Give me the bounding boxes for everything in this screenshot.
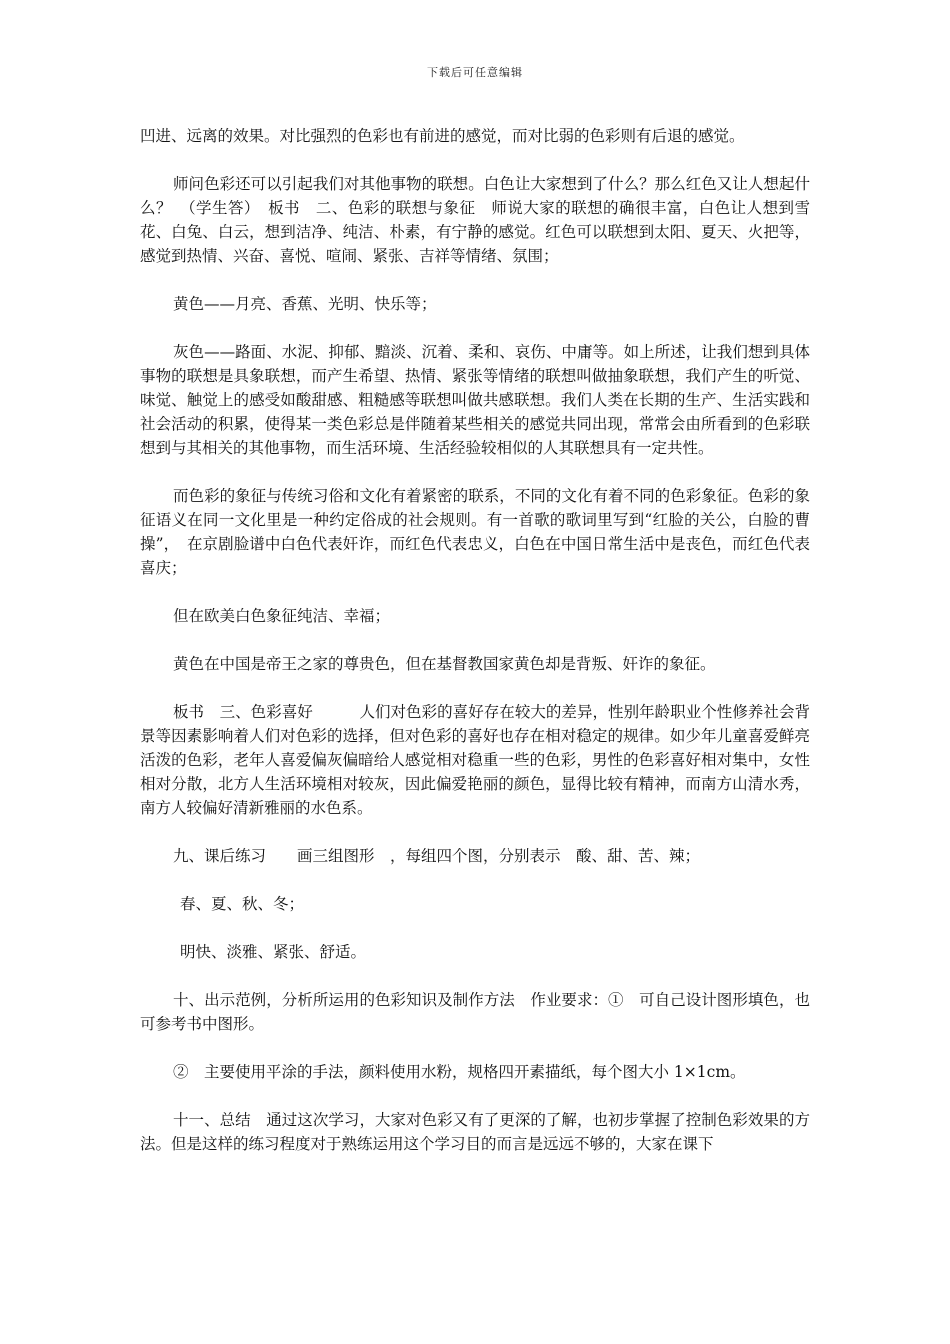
paragraph: 灰色——路面、水泥、抑郁、黯淡、沉着、柔和、哀伤、中庸等。如上所述，让我们想到具体事物的联想是具象联想，而产生希望、热情、紧张等情绪的联想叫做抽象联想，我们产生的听觉、味觉、触觉上的感受如酸甜感、粗糙感等联想叫做共感联想。我们人类在长期的生产、生活实践和社会活动的积累，使得某一类色彩总是伴随着某些相关的感觉共同出现，常常会由所看到的色彩联想到与其相关的其他事物，而生活环境、生活经验较相似的人其联想具有一定共性。: [140, 343, 810, 457]
document-body: [140, 124, 810, 1180]
paragraph: 师问色彩还可以引起我们对其他事物的联想。白色让大家想到了什么？那么红色又让人想起什么？ （学生答） 板书 二、色彩的联想与象征 师说大家的联想的确很丰富，白色让人想到雪花、白兔、白云，想到洁净、纯洁、朴素，有宁静的感觉。红色可以联想到太阳、夏天、火把等，感觉到热情、兴奋、喜悦、喧闹、紧张、吉祥等情绪、氛围；: [140, 175, 810, 265]
paragraph: 凹进、远离的效果。对比强烈的色彩也有前进的感觉，而对比弱的色彩则有后退的感觉。: [140, 127, 745, 145]
paragraph: 而色彩的象征与传统习俗和文化有着紧密的联系，不同的文化有着不同的色彩象征。色彩的象征语义在同一文化里是一种约定俗成的社会规则。有一首歌的歌词里写到“红脸的关公，白脸的曹操”， 在京剧脸谱中白色代表奸诈，而红色代表忠义，白色在中国日常生活中是丧色，而红色代表喜庆；: [140, 487, 810, 577]
paragraph: 黄色在中国是帝王之家的尊贵色，但在基督教国家黄色却是背叛、奸诈的象征。: [173, 655, 716, 673]
paragraph: 九、课后练习 画三组图形 ，每组四个图，分别表示 酸、甜、苦、辣；: [173, 847, 701, 865]
page-header: 下载后可任意编辑: [427, 66, 523, 79]
paragraph: 明快、淡雅、紧张、舒适。: [180, 943, 367, 961]
paragraph: 但在欧美白色象征纯洁、幸福；: [173, 607, 391, 625]
paragraph: 板书 三、色彩喜好 人们对色彩的喜好存在较大的差异，性别年龄职业个性修养社会背景等因素影响着人们对色彩的选择，但对色彩的喜好也存在相对稳定的规律。如少年儿童喜爱鲜亮活泼的色彩，老年人喜爱偏灰偏暗给人感觉相对稳重一些的色彩，男性的色彩喜好相对集中，女性相对分散，北方人生活环境相对较灰，因此偏爱艳丽的颜色，显得比较有精神，而南方山清水秀，南方人较偏好清新雅丽的水色系。: [140, 703, 810, 817]
paragraph: 十一、总结 通过这次学习，大家对色彩又有了更深的了解，也初步掌握了控制色彩效果的方法。但是这样的练习程度对于熟练运用这个学习目的而言是远远不够的，大家在课下: [140, 1111, 810, 1153]
paragraph: 黄色——月亮、香蕉、光明、快乐等；: [173, 295, 437, 313]
paragraph: 春、夏、秋、冬；: [180, 895, 305, 913]
paragraph: 十、出示范例，分析所运用的色彩知识及制作方法 作业要求：① 可自己设计图形填色，也可参考书中图形。: [140, 991, 810, 1033]
paragraph: ② 主要使用平涂的手法，颜料使用水粉，规格四开素描纸，每个图大小 1×1cm。: [173, 1063, 746, 1081]
